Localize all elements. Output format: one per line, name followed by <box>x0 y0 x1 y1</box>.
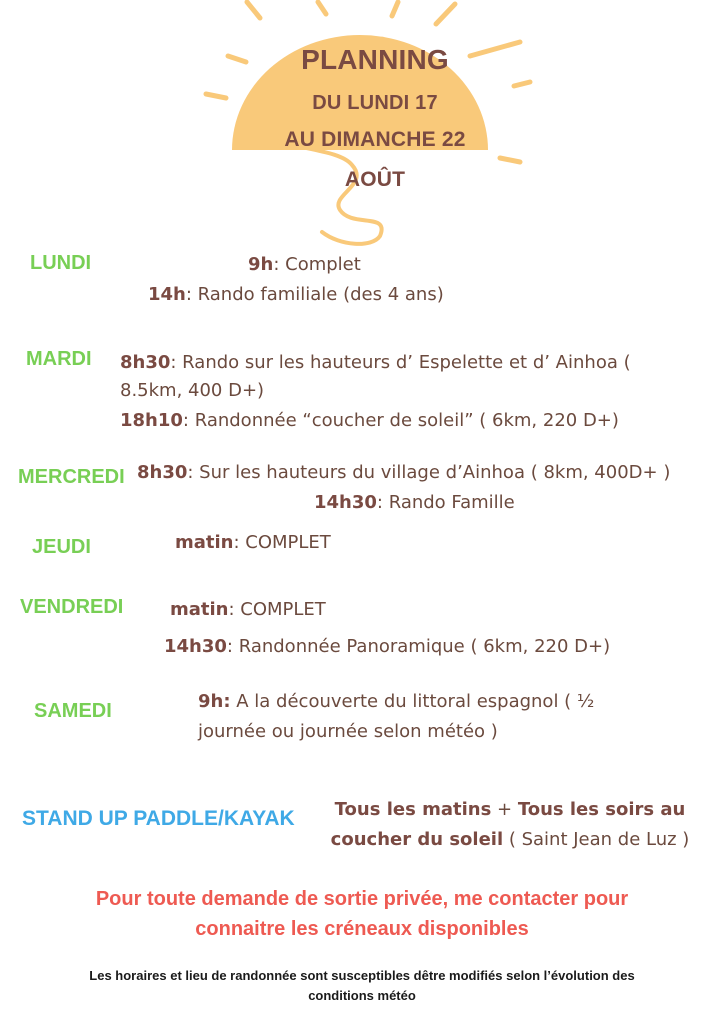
day-label-mercredi: MERCREDI <box>18 466 125 488</box>
schedule-time: 9h: <box>198 691 231 712</box>
date-range-line1: DU LUNDI 17 <box>312 92 438 114</box>
schedule-time: 14h30 <box>314 492 377 513</box>
schedule-time: 18h10 <box>120 410 183 431</box>
day-label-samedi: SAMEDI <box>34 700 112 722</box>
schedule-text: : COMPLET <box>233 532 331 553</box>
schedule-line <box>175 528 331 558</box>
schedule-line <box>120 348 631 378</box>
schedule-line <box>120 406 619 436</box>
schedule-line <box>170 595 326 625</box>
schedule-text: : Complet <box>273 254 361 275</box>
day-label-jeudi: JEUDI <box>32 536 91 558</box>
sup-line-1 <box>300 795 720 825</box>
schedule-time: matin <box>170 599 229 620</box>
sup-evening: Tous les soirs au <box>517 799 686 820</box>
private-notice-line2: connaitre les créneaux disponibles <box>195 918 529 940</box>
day-label-lundi: LUNDI <box>30 252 92 274</box>
footer-note <box>30 966 694 1006</box>
private-outing-notice <box>20 884 704 944</box>
sup-plus: + <box>491 799 518 820</box>
schedule-line <box>164 632 610 662</box>
schedule-text: : Sur les hauteurs du village d’Ainhoa ( 8km, 400D+ ) <box>187 462 671 483</box>
schedule-line <box>148 280 444 310</box>
schedule-time: 14h30 <box>164 636 227 657</box>
page-title: PLANNING <box>301 44 449 75</box>
schedule-time: 14h <box>148 284 186 305</box>
schedule-time: 8h30 <box>120 352 171 373</box>
schedule-line <box>137 458 670 488</box>
sup-sunset: coucher du soleil <box>330 829 504 850</box>
schedule-line-continued: journée ou journée selon météo ) <box>198 721 498 742</box>
schedule-text: : Rando sur les hauteurs d’ Espelette et d’ Ainhoa ( <box>170 352 631 373</box>
sun-illustration <box>0 0 724 250</box>
date-range-month: AOÛT <box>344 168 406 191</box>
schedule-text: A la découverte du littoral espagnol ( ½ <box>230 691 595 712</box>
schedule-line-continued: 8.5km, 400 D+) <box>120 380 265 401</box>
schedule-text: : Rando Famille <box>376 492 515 513</box>
footer-note-line1: Les horaires et lieu de randonnée sont susceptibles dêtre modifiés selon l’évolution des <box>89 968 635 983</box>
schedule-line <box>198 687 594 717</box>
date-range-line2: AU DIMANCHE 22 <box>284 128 466 151</box>
footer-note-line2: conditions météo <box>308 988 416 1003</box>
schedule-text: : COMPLET <box>228 599 326 620</box>
schedule-line <box>314 488 515 518</box>
sup-location: ( Saint Jean de Luz ) <box>503 829 690 850</box>
sup-kayak-label: STAND UP PADDLE/KAYAK <box>22 807 295 830</box>
schedule-time: 9h <box>248 254 274 275</box>
schedule-time: matin <box>175 532 234 553</box>
schedule-line <box>248 250 361 280</box>
schedule-text: : Rando familiale (des 4 ans) <box>185 284 444 305</box>
schedule-text: : Randonnée “coucher de soleil” ( 6km, 220 D+) <box>182 410 619 431</box>
schedule-time: 8h30 <box>137 462 188 483</box>
day-label-vendredi: VENDREDI <box>20 596 124 618</box>
private-notice-line1: Pour toute demande de sortie privée, me contacter pour <box>95 888 629 910</box>
sup-line-2 <box>300 825 720 855</box>
day-label-mardi: MARDI <box>26 348 92 370</box>
sup-morning: Tous les matins <box>334 799 492 820</box>
schedule-text: : Randonnée Panoramique ( 6km, 220 D+) <box>226 636 611 657</box>
